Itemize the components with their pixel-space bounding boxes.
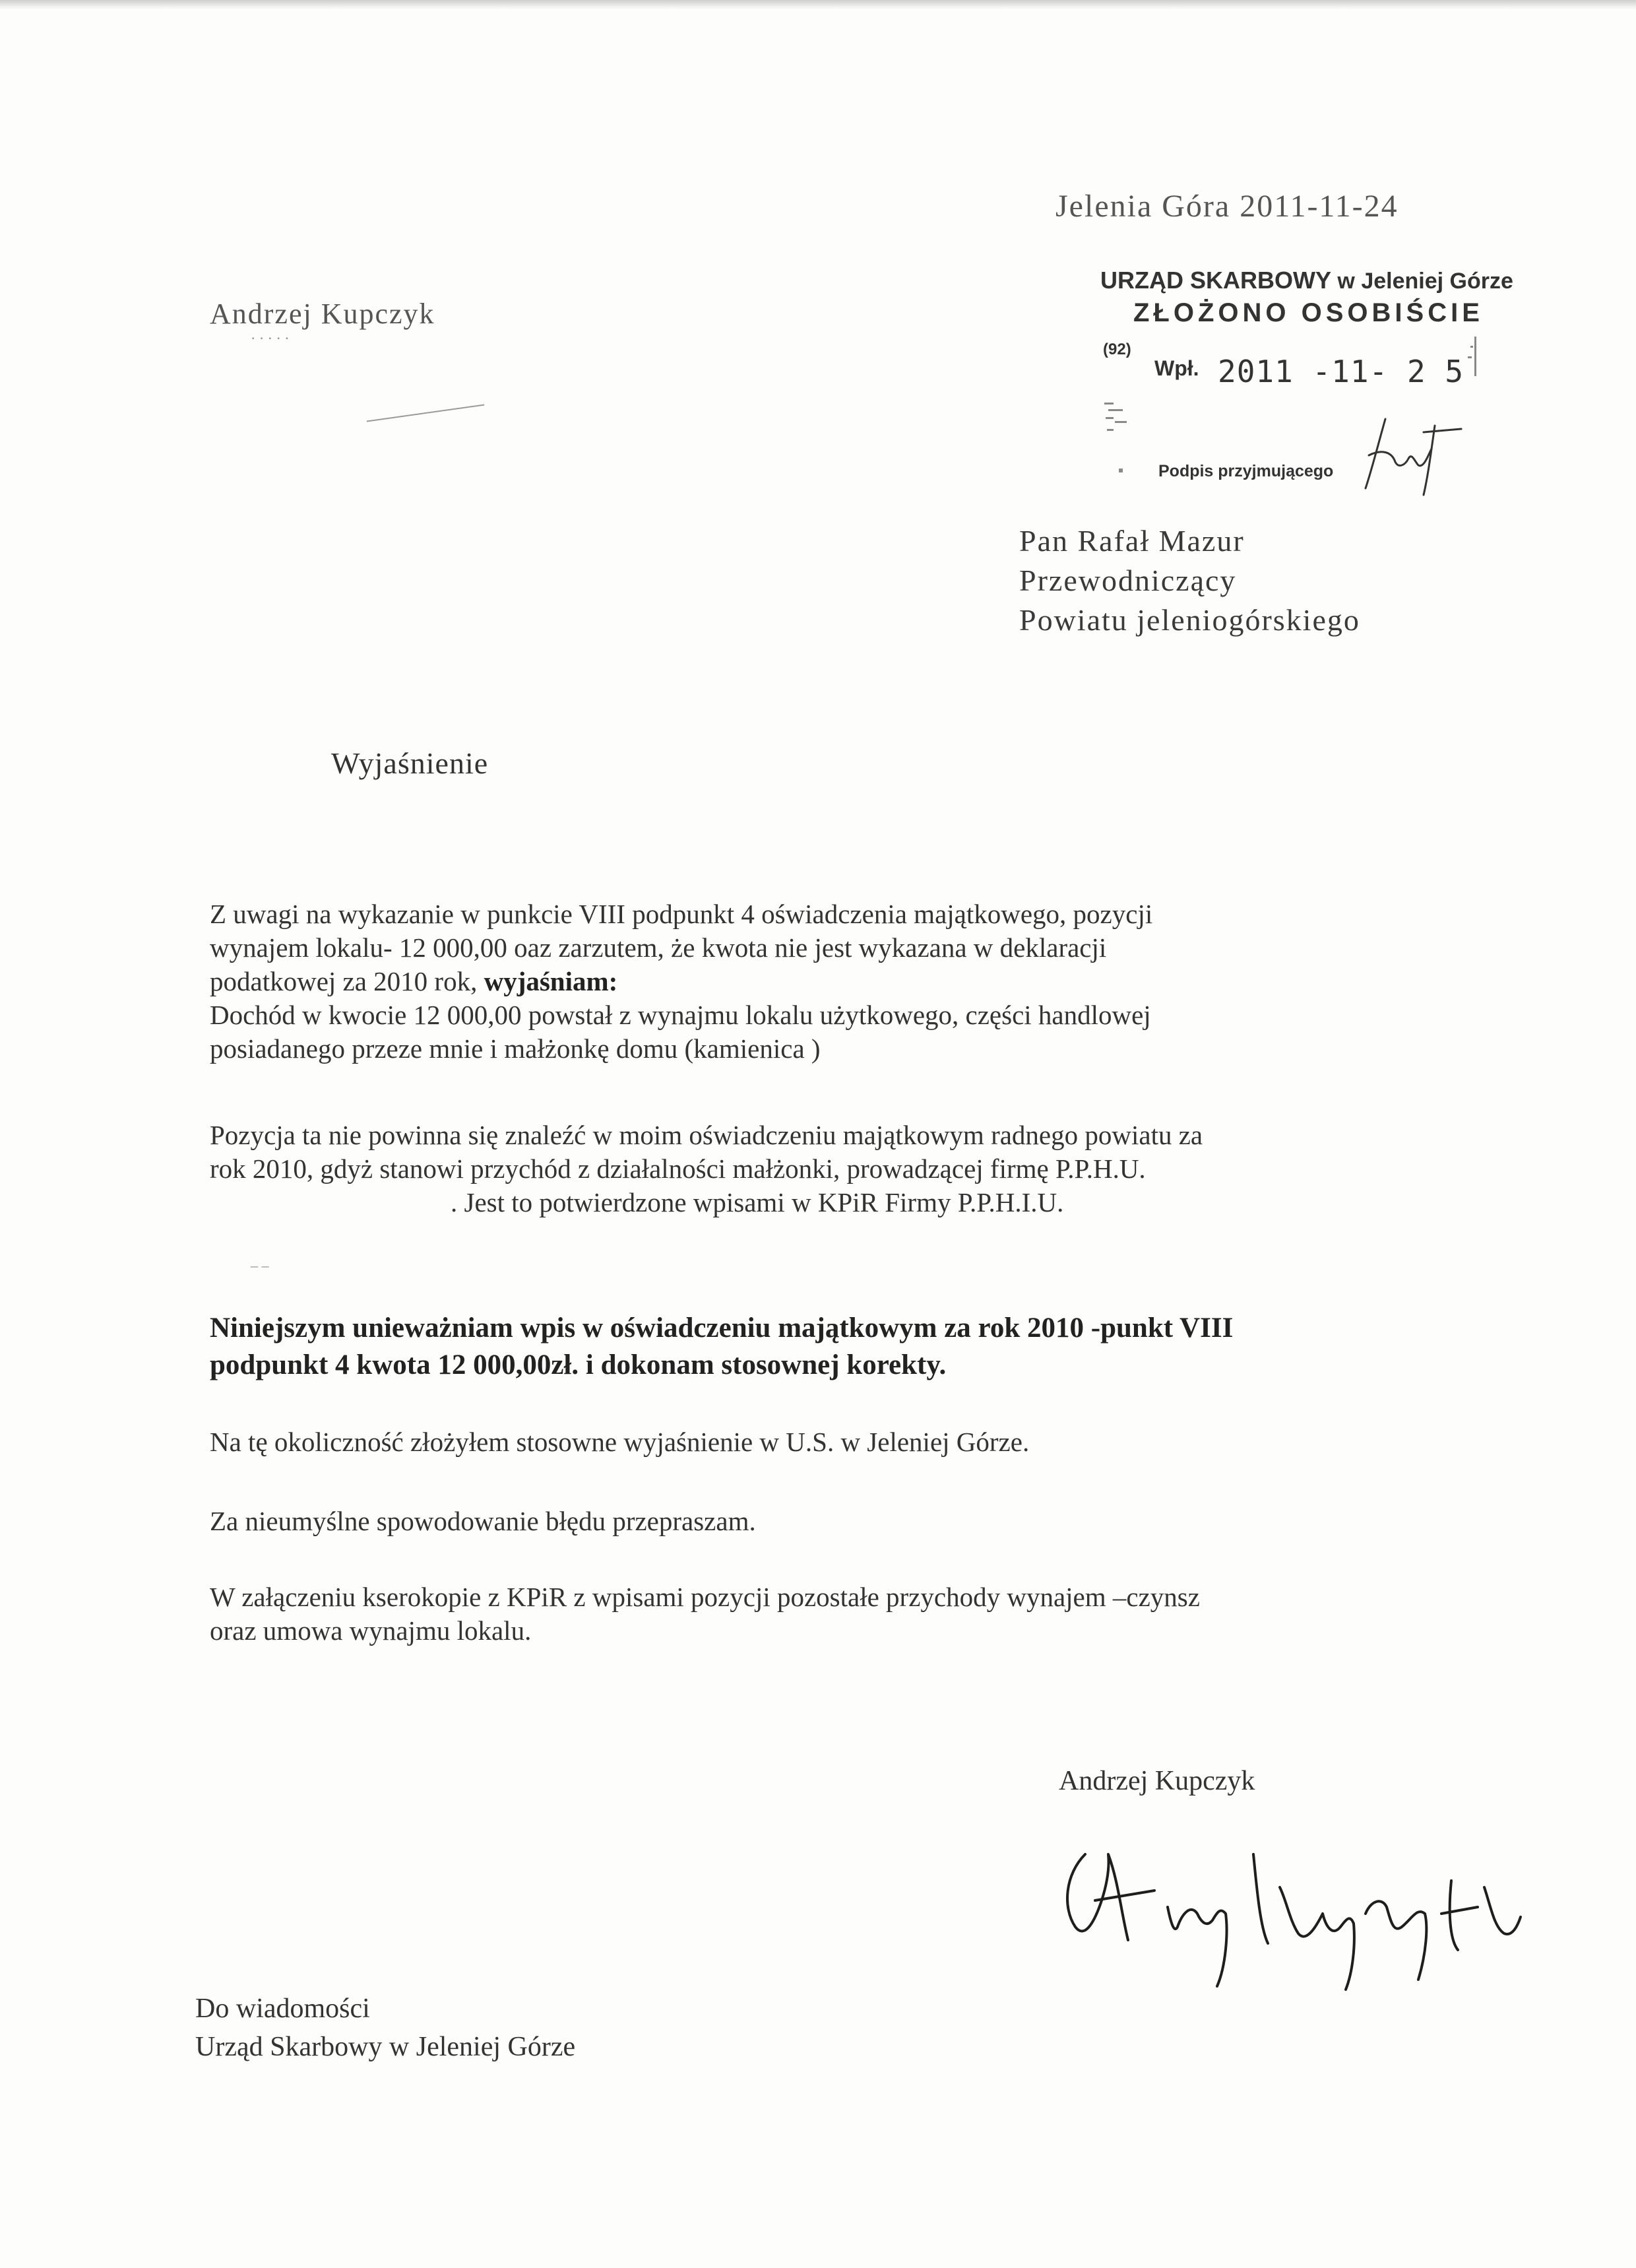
stamp-code: (92) (1103, 340, 1131, 358)
paragraph-1 (210, 897, 1152, 1066)
paragraph-1-line: posiadanego przeze mnie i małżonkę domu (kamienica ) (210, 1033, 821, 1064)
place-date: Jelenia Góra 2011-11-24 (1055, 189, 1399, 224)
paragraph-2-line: Pozycja ta nie powinna się znaleźć w moim oświadczeniu majątkowym radnego powiatu za (210, 1120, 1203, 1150)
stamp-edge-marks (1461, 330, 1488, 403)
redaction-dashes: – – (251, 1257, 269, 1274)
paragraph-3-line: Niniejszym unieważniam wpis w oświadczeniu majątkowym za rok 2010 -punkt VIII (210, 1312, 1234, 1344)
recipient-title: Przewodniczący (1019, 564, 1237, 597)
paragraph-1-line: podatkowej za 2010 rok, wyjaśniam: (210, 966, 618, 996)
paragraph-6-line: oraz umowa wynajmu lokalu. (210, 1615, 532, 1646)
address-line (367, 404, 485, 422)
stamp-status: ZŁOŻONO OSOBIŚCIE (1133, 298, 1484, 327)
paragraph-2-line: rok 2010, gdyż stanowi przychód z działalności małżonki, prowadzącej firmę P.P.H.U. (210, 1153, 1146, 1184)
recipient-block (1019, 521, 1360, 640)
stamp-office: URZĄD SKARBOWY w Jeleniej Górze (1100, 267, 1513, 294)
paragraph-3-line: podpunkt 4 kwota 12 000,00zł. i dokonam stosownej korekty. (210, 1349, 947, 1380)
redacted-address-dots: · · · · · (251, 330, 290, 346)
stamp-initials-signature (1346, 403, 1478, 502)
cc-label: Do wiadomości (195, 1993, 370, 2024)
stamp-smudge (1102, 389, 1154, 482)
recipient-name: Pan Rafał Mazur (1019, 524, 1245, 558)
paragraph-1-line: Dochód w kwocie 12 000,00 powstał z wynajmu lokalu użytkowego, części handlowej (210, 1000, 1151, 1030)
sender-name: Andrzej Kupczyk (210, 298, 435, 330)
letter-heading: Wyjaśnienie (331, 746, 489, 780)
paragraph-2 (210, 1118, 1203, 1219)
scan-edge-shadow (0, 0, 1636, 9)
paragraph-2-line: . Jest to potwierdzone wpisami w KPiR Firmy P.P.H.I.U. (451, 1187, 1064, 1217)
stamp-received-date: 2011 -11- 2 5 (1218, 354, 1464, 389)
closing-name: Andrzej Kupczyk (1059, 1766, 1255, 1796)
paragraph-6 (210, 1580, 1200, 1648)
cc-block (195, 1990, 575, 2066)
recipient-office: Powiatu jeleniogórskiego (1019, 603, 1360, 637)
paragraph-5: Za nieumyślne spowodowanie błędu przepraszam. (210, 1506, 756, 1536)
handwritten-signature (1055, 1828, 1537, 1999)
paragraph-1-line: wynajem lokalu- 12 000,00 oaz zarzutem, że kwota nie jest wykazana w deklaracji (210, 932, 1107, 963)
paragraph-4: Na tę okoliczność złożyłem stosowne wyjaśnienie w U.S. w Jeleniej Górze. (210, 1427, 1030, 1457)
paragraph-1-line: Z uwagi na wykazanie w punkcie VIII podpunkt 4 oświadczenia majątkowego, pozycji (210, 899, 1153, 929)
stamp-received-label: Wpł. (1154, 356, 1199, 380)
stamp-signature-label: Podpis przyjmującego (1158, 462, 1334, 480)
paragraph-3 (210, 1310, 1233, 1384)
paragraph-6-line: W załączeniu kserokopie z KPiR z wpisami pozycji pozostałe przychody wynajem –czynsz (210, 1582, 1200, 1612)
cc-recipient: Urząd Skarbowy w Jeleniej Górze (195, 2032, 576, 2062)
